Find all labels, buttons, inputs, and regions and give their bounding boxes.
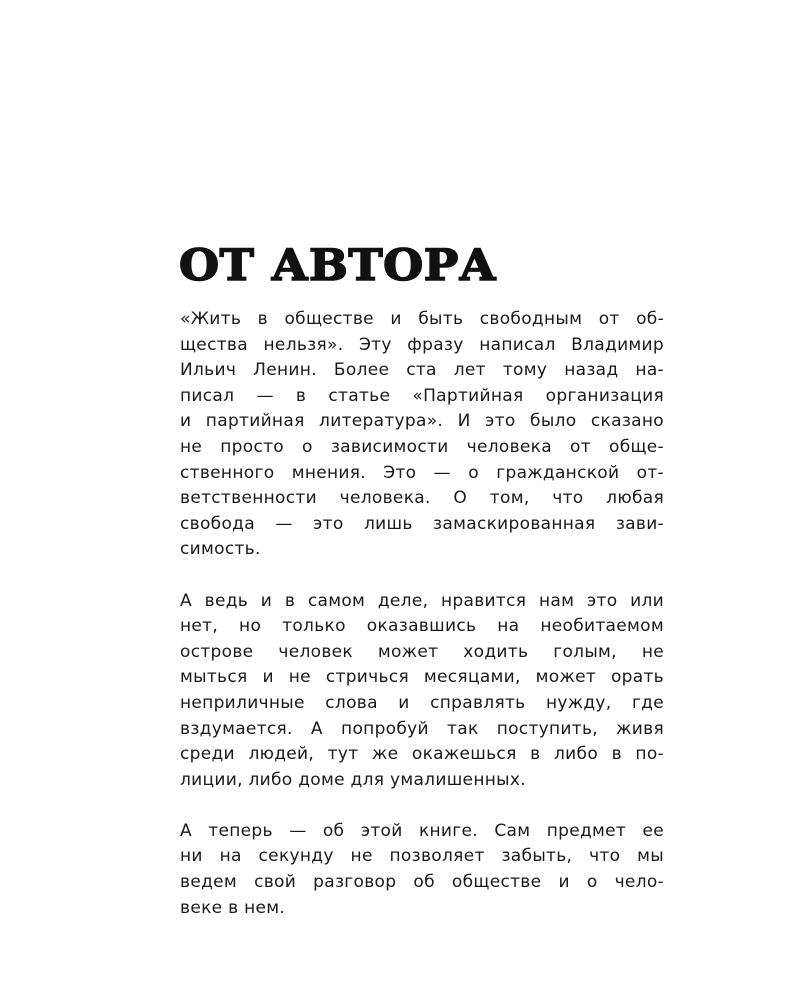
paragraph — [180, 819, 664, 921]
text-line: щества нельзя». Эту фразу написал Владимир — [180, 334, 664, 355]
text-line: ветственности человека. О том, что любая — [180, 488, 664, 509]
chapter-heading: ОТ АВТОРА — [179, 241, 497, 291]
body-text — [180, 307, 664, 947]
text-line: веке в нем. — [180, 897, 286, 918]
text-line: ственного мнения. Это — о гражданской от- — [180, 462, 664, 483]
text-line: мыться и не стричься месяцами, может орать — [180, 667, 664, 688]
text-line: А теперь — об этой книге. Сам предмет ее — [180, 820, 664, 841]
paragraph — [180, 307, 664, 563]
text-line: неприличные слова и справлять нужду, где — [180, 692, 664, 713]
text-line: ни на секунду не позволяет забыть, что мы — [180, 846, 664, 867]
paragraph — [180, 589, 664, 794]
text-line: «Жить в обществе и быть свободным от об- — [180, 309, 664, 329]
text-line: свобода — это лишь замаскированная зави- — [180, 513, 664, 534]
text-line: Ильич Ленин. Более ста лет тому назад на- — [180, 360, 664, 381]
text-line: среди людей, тут же окажешься в либо в по- — [180, 744, 664, 765]
text-line: ведем свой разговор об обществе и о чело- — [180, 872, 664, 893]
text-line: не просто о зависимости человека от обще- — [180, 436, 664, 457]
text-line: симость. — [180, 539, 261, 560]
text-line: острове человек может ходить голым, не — [180, 641, 664, 662]
text-line: нет, но только оказавшись на необитаемом — [180, 616, 664, 637]
text-line: лиции, либо доме для умалишенных. — [180, 769, 526, 790]
text-line: А ведь и в самом деле, нравится нам это или — [180, 590, 664, 611]
text-line: вздумается. А попробуй так поступить, живя — [180, 718, 664, 739]
text-line: и партийная литература». И это было сказано — [180, 411, 664, 432]
text-line: писал — в статье «Партийная организация — [180, 385, 664, 406]
